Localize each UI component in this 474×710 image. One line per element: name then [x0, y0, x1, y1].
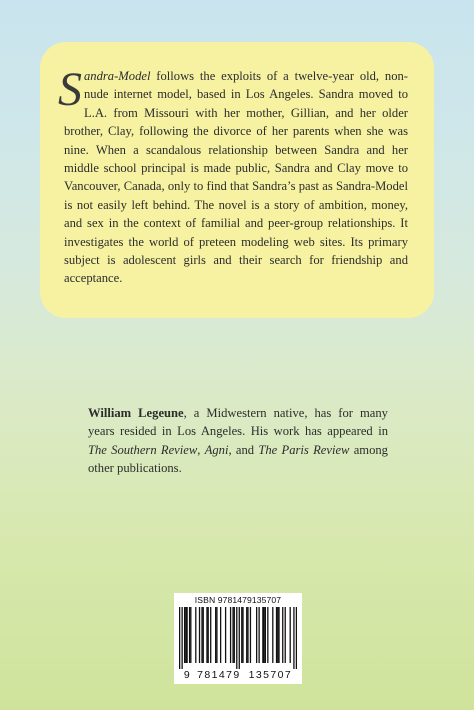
barcode-bar: [278, 607, 279, 663]
barcode-bar: [265, 607, 266, 663]
barcode-digits-right: 135707: [248, 669, 293, 681]
barcode-bar: [296, 607, 297, 669]
barcode-bar: [186, 607, 187, 663]
barcode-bar: [179, 607, 180, 669]
bio-text-1: , a Midwestern native, has for many years resided in Los Angeles. His work has appeared in: [88, 406, 388, 439]
blurb-body: follows the exploits of a twelve-year old, non-nude internet model, based in Los Angeles. Sandra moved to L.A. from Missouri with her mother, Gillian, and her older brother, Clay, following the divorce of her parents when she was nine. When a scandalous relationship between Sandra and her middle school principal is made public, Sandra and Clay move to Vancouver, Canada, only to find that Sandra’s past as Sandra-Model is not easily left behind. The novel is a story of ambition, money, and sex in the context of familial and peer-group relationships. It investigates the world of preteen modeling web sites. Its primary subject is adolescent girls and their search for friendship and acceptance.: [64, 69, 408, 286]
author-bio: [88, 404, 388, 478]
barcode-bar: [276, 607, 277, 663]
barcode-bar: [285, 607, 286, 663]
barcode-bar: [263, 607, 264, 663]
barcode-bar: [241, 607, 242, 663]
barcode-bar: [250, 607, 251, 663]
barcode-bar: [208, 607, 209, 663]
blurb-text: [58, 63, 408, 288]
publication-2: Agni: [204, 442, 229, 457]
barcode-bar: [256, 607, 257, 663]
bio-text-2: among other publications.: [88, 442, 388, 476]
barcode-box: [174, 593, 302, 684]
barcode-icon: [179, 607, 297, 669]
barcode-bar: [234, 607, 235, 663]
barcode-bar: [215, 607, 216, 663]
barcode-bar: [239, 607, 240, 669]
barcode-bar: [246, 607, 247, 663]
barcode-bar: [272, 607, 273, 663]
author-name: William Legeune: [88, 406, 184, 420]
barcode-bar: [195, 607, 196, 663]
publication-1: The Southern Review: [88, 442, 198, 457]
barcode-bar: [236, 607, 237, 669]
barcode-bar: [242, 607, 243, 663]
barcode-bar: [189, 607, 190, 663]
barcode-bar: [185, 607, 186, 663]
barcode-bar: [232, 607, 233, 663]
barcode-bar: [247, 607, 248, 663]
barcode-digit-first: 9: [183, 669, 192, 681]
bio-separator-1: ,: [197, 442, 205, 457]
barcode-bar: [203, 607, 204, 663]
barcode-bar: [225, 607, 226, 663]
barcode-bar: [216, 607, 217, 663]
barcode-bar: [267, 607, 268, 663]
barcode-bar: [282, 607, 283, 663]
barcode-bar: [181, 607, 182, 669]
barcode-bar: [293, 607, 294, 669]
barcode-bar: [184, 607, 185, 663]
publication-3: The Paris Review: [258, 442, 350, 457]
drop-cap: S: [58, 63, 82, 116]
isbn-label: ISBN 9781479135707: [194, 595, 282, 605]
barcode-digits: [179, 669, 297, 681]
barcode-bar: [210, 607, 211, 663]
barcode-bar: [201, 607, 202, 663]
book-title: andra-Model: [84, 69, 151, 83]
barcode-bar: [277, 607, 278, 663]
barcode-digits-left: 781479: [197, 669, 241, 681]
blurb-box: [40, 42, 434, 318]
barcode-bar: [230, 607, 231, 663]
bio-separator-2: , and: [228, 442, 259, 457]
barcode-bar: [190, 607, 191, 663]
barcode-bar: [258, 607, 259, 663]
barcode-bar: [199, 607, 200, 663]
barcode-bar: [290, 607, 291, 663]
barcode-bar: [262, 607, 263, 663]
barcode-bar: [206, 607, 207, 663]
barcode-bar: [220, 607, 221, 663]
